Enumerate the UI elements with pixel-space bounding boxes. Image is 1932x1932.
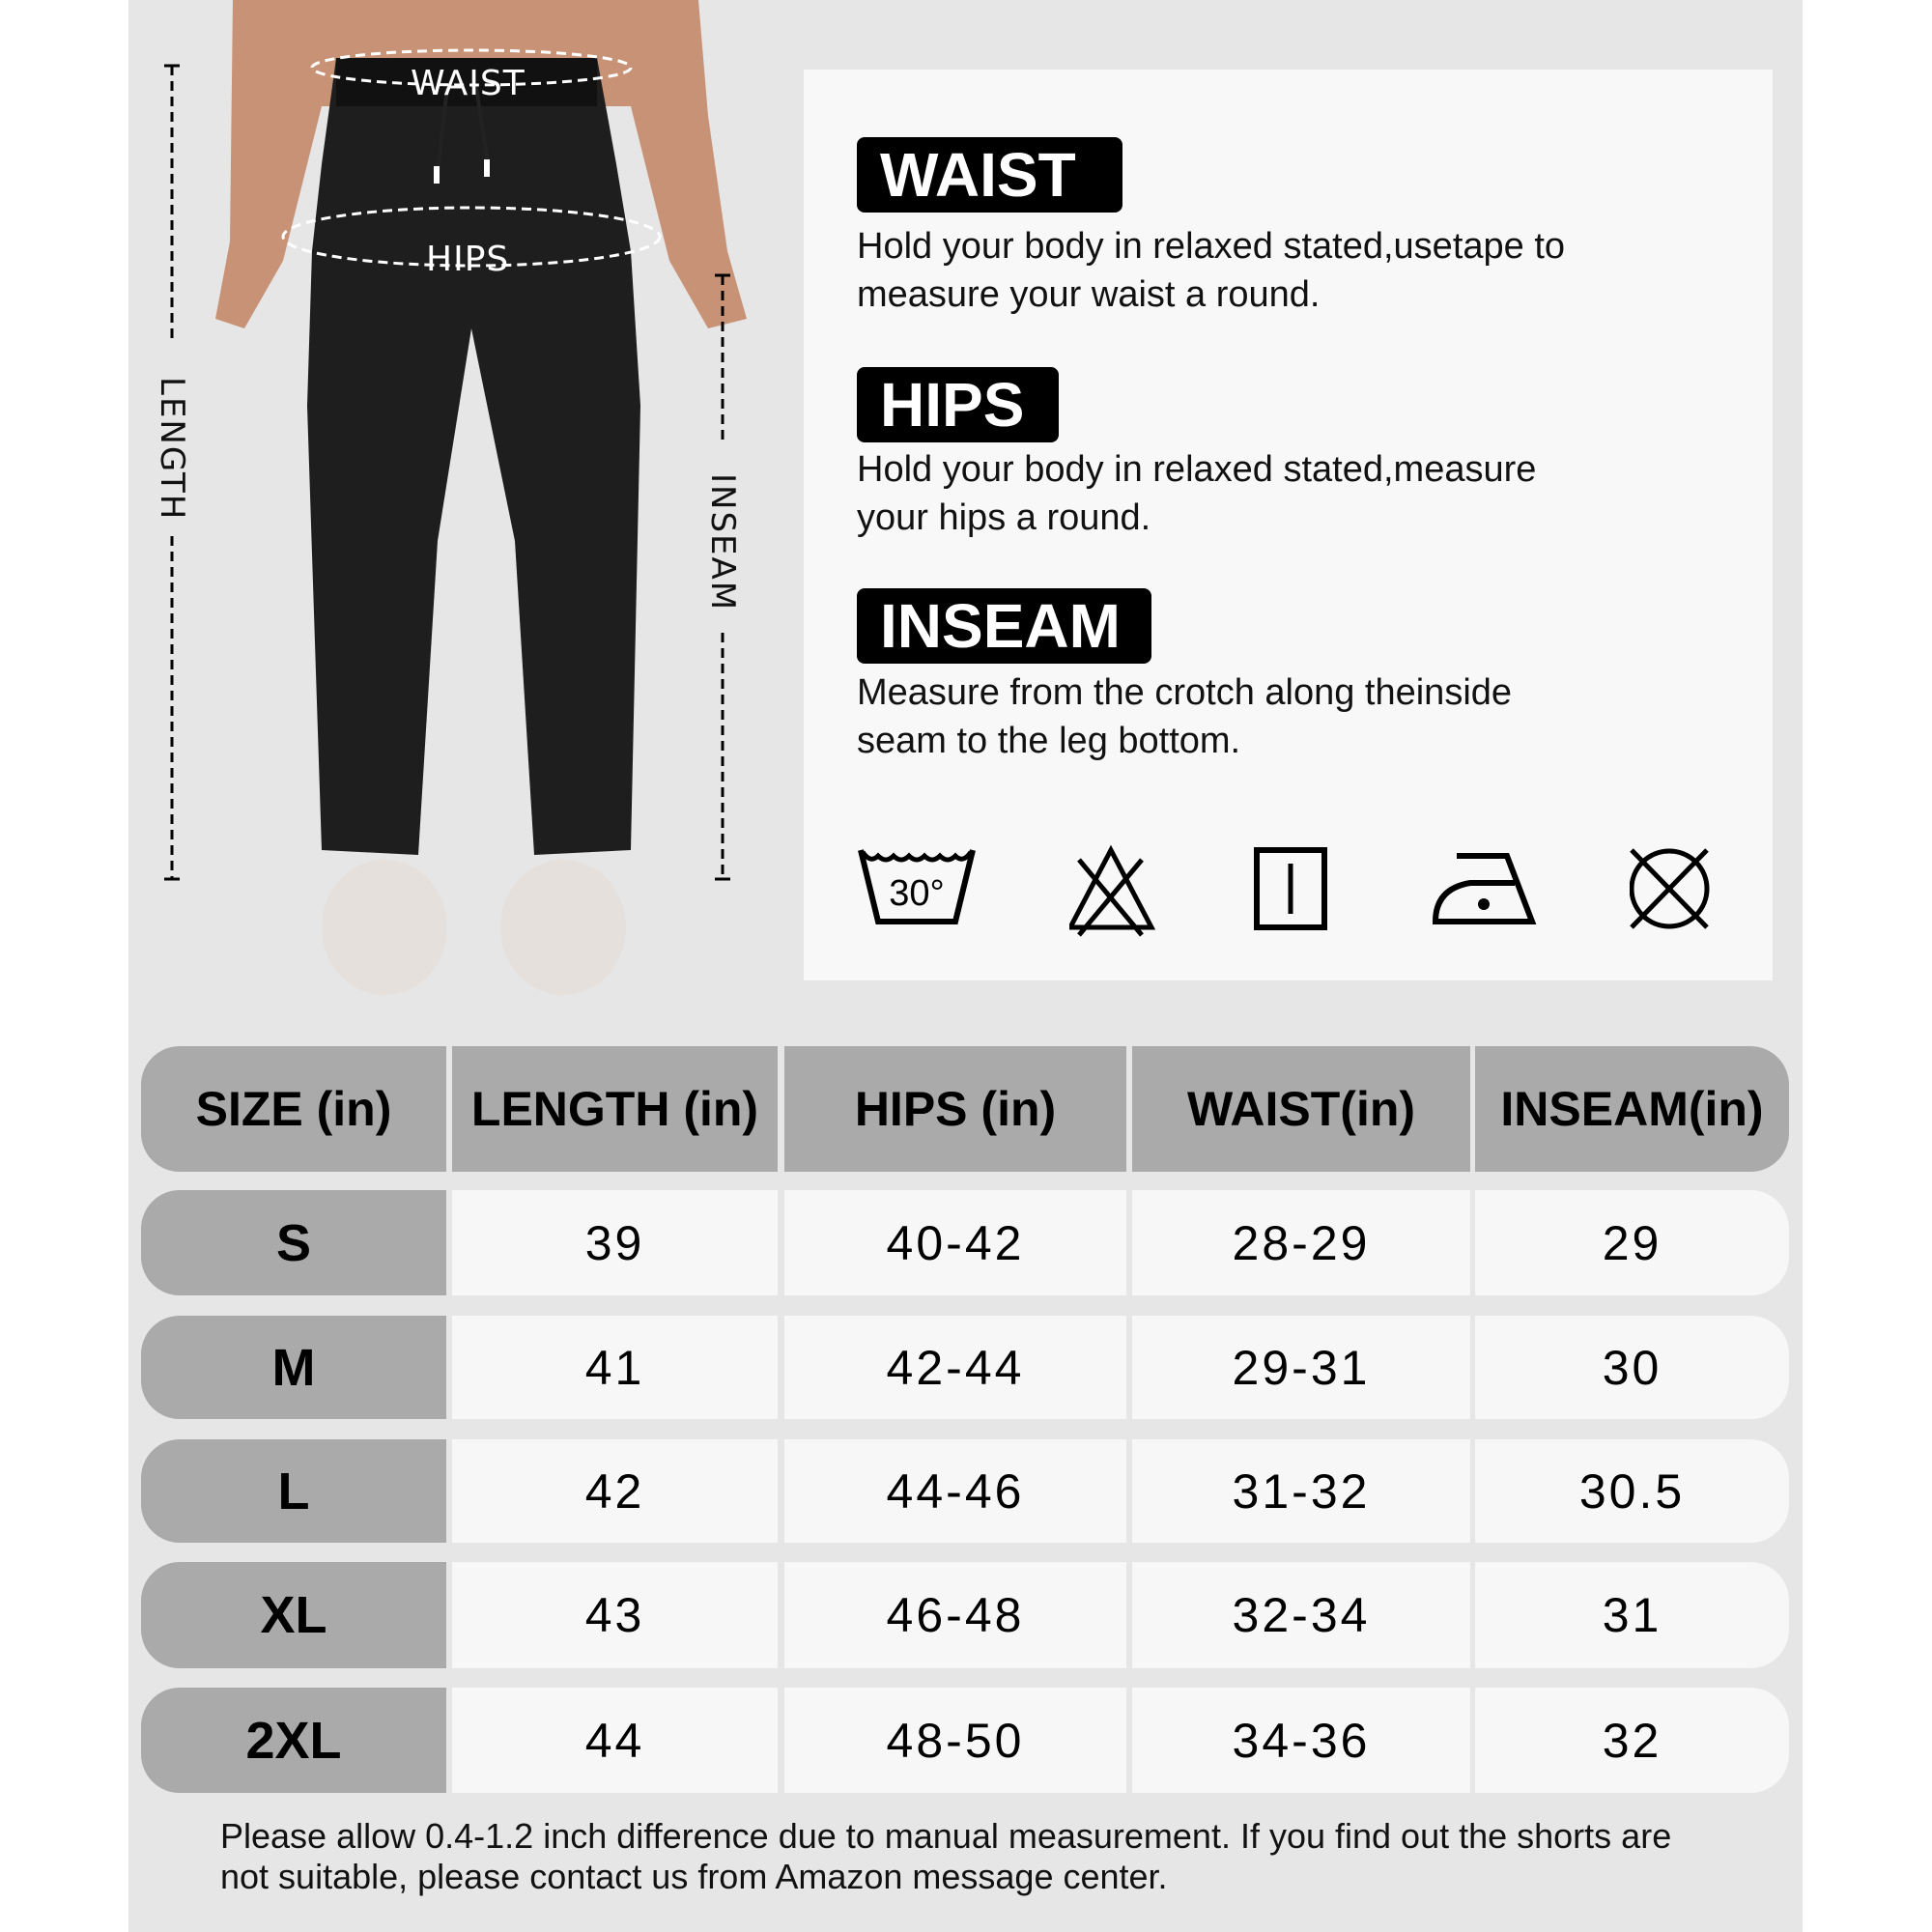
size-label-cell: L <box>141 1439 446 1543</box>
table-header-cell: SIZE (in) <box>141 1046 446 1172</box>
table-value-cell: 41 <box>452 1316 778 1419</box>
do-not-dry-clean-icon <box>1630 842 1755 949</box>
pants-model-illustration <box>128 0 785 1024</box>
table-header-cell: LENGTH (in) <box>452 1046 778 1172</box>
waist-description <box>857 222 1688 319</box>
table-value-cell: 32 <box>1475 1688 1789 1793</box>
measurement-guide-card <box>804 70 1773 980</box>
size-label-cell: S <box>141 1190 446 1295</box>
do-not-bleach-icon <box>1069 842 1195 949</box>
table-value-cell: 32-34 <box>1132 1562 1470 1668</box>
table-value-cell: 29 <box>1475 1190 1789 1295</box>
table-value-cell: 29-31 <box>1132 1316 1470 1419</box>
inseam-description <box>857 668 1688 765</box>
waist-marker-label: WAIST <box>411 64 526 103</box>
measurement-note <box>220 1816 1785 1897</box>
table-header-cell: INSEAM(in) <box>1475 1046 1789 1172</box>
waist-description-line: Hold your body in relaxed stated,usetape to <box>857 226 1566 267</box>
table-value-cell: 39 <box>452 1190 778 1295</box>
table-value-cell: 30.5 <box>1475 1439 1789 1543</box>
table-header-cell: HIPS (in) <box>784 1046 1126 1172</box>
note-line: not suitable, please contact us from Amazon message center. <box>220 1857 1168 1896</box>
hips-tag: HIPS <box>857 367 1059 442</box>
wash-30-icon <box>857 842 982 949</box>
hips-description-line: your hips a round. <box>857 497 1151 538</box>
table-value-cell: 42 <box>452 1439 778 1543</box>
waist-description-line: measure your waist a round. <box>857 274 1321 315</box>
table-header-cell: WAIST(in) <box>1132 1046 1470 1172</box>
table-value-cell: 31 <box>1475 1562 1789 1668</box>
table-value-cell: 34-36 <box>1132 1688 1470 1793</box>
table-value-cell: 30 <box>1475 1316 1789 1419</box>
inseam-description-line: Measure from the crotch along theinside <box>857 672 1513 713</box>
inseam-tag: INSEAM <box>857 588 1151 664</box>
hips-description-line: Hold your body in relaxed stated,measure <box>857 449 1537 490</box>
size-label-cell: XL <box>141 1562 446 1668</box>
waist-tag: WAIST <box>857 137 1122 213</box>
size-label-cell: 2XL <box>141 1688 446 1793</box>
dry-flat-icon <box>1253 842 1378 949</box>
inseam-description-line: seam to the leg bottom. <box>857 721 1241 761</box>
table-value-cell: 44-46 <box>784 1439 1126 1543</box>
iron-low-icon <box>1432 842 1557 949</box>
table-value-cell: 42-44 <box>784 1316 1126 1419</box>
inseam-marker-label: INSEAM <box>703 473 742 612</box>
table-value-cell: 31-32 <box>1132 1439 1470 1543</box>
table-value-cell: 40-42 <box>784 1190 1126 1295</box>
table-value-cell: 48-50 <box>784 1688 1126 1793</box>
hips-marker-label: HIPS <box>426 240 510 279</box>
product-photo <box>128 0 785 1024</box>
table-value-cell: 46-48 <box>784 1562 1126 1668</box>
size-label-cell: M <box>141 1316 446 1419</box>
hips-description <box>857 445 1688 542</box>
svg-text:30°: 30° <box>889 873 945 914</box>
length-marker-label: LENGTH <box>153 377 191 522</box>
table-value-cell: 28-29 <box>1132 1190 1470 1295</box>
note-line: Please allow 0.4-1.2 inch difference due to manual measurement. If you find out the shorts are <box>220 1816 1672 1856</box>
table-value-cell: 43 <box>452 1562 778 1668</box>
table-value-cell: 44 <box>452 1688 778 1793</box>
